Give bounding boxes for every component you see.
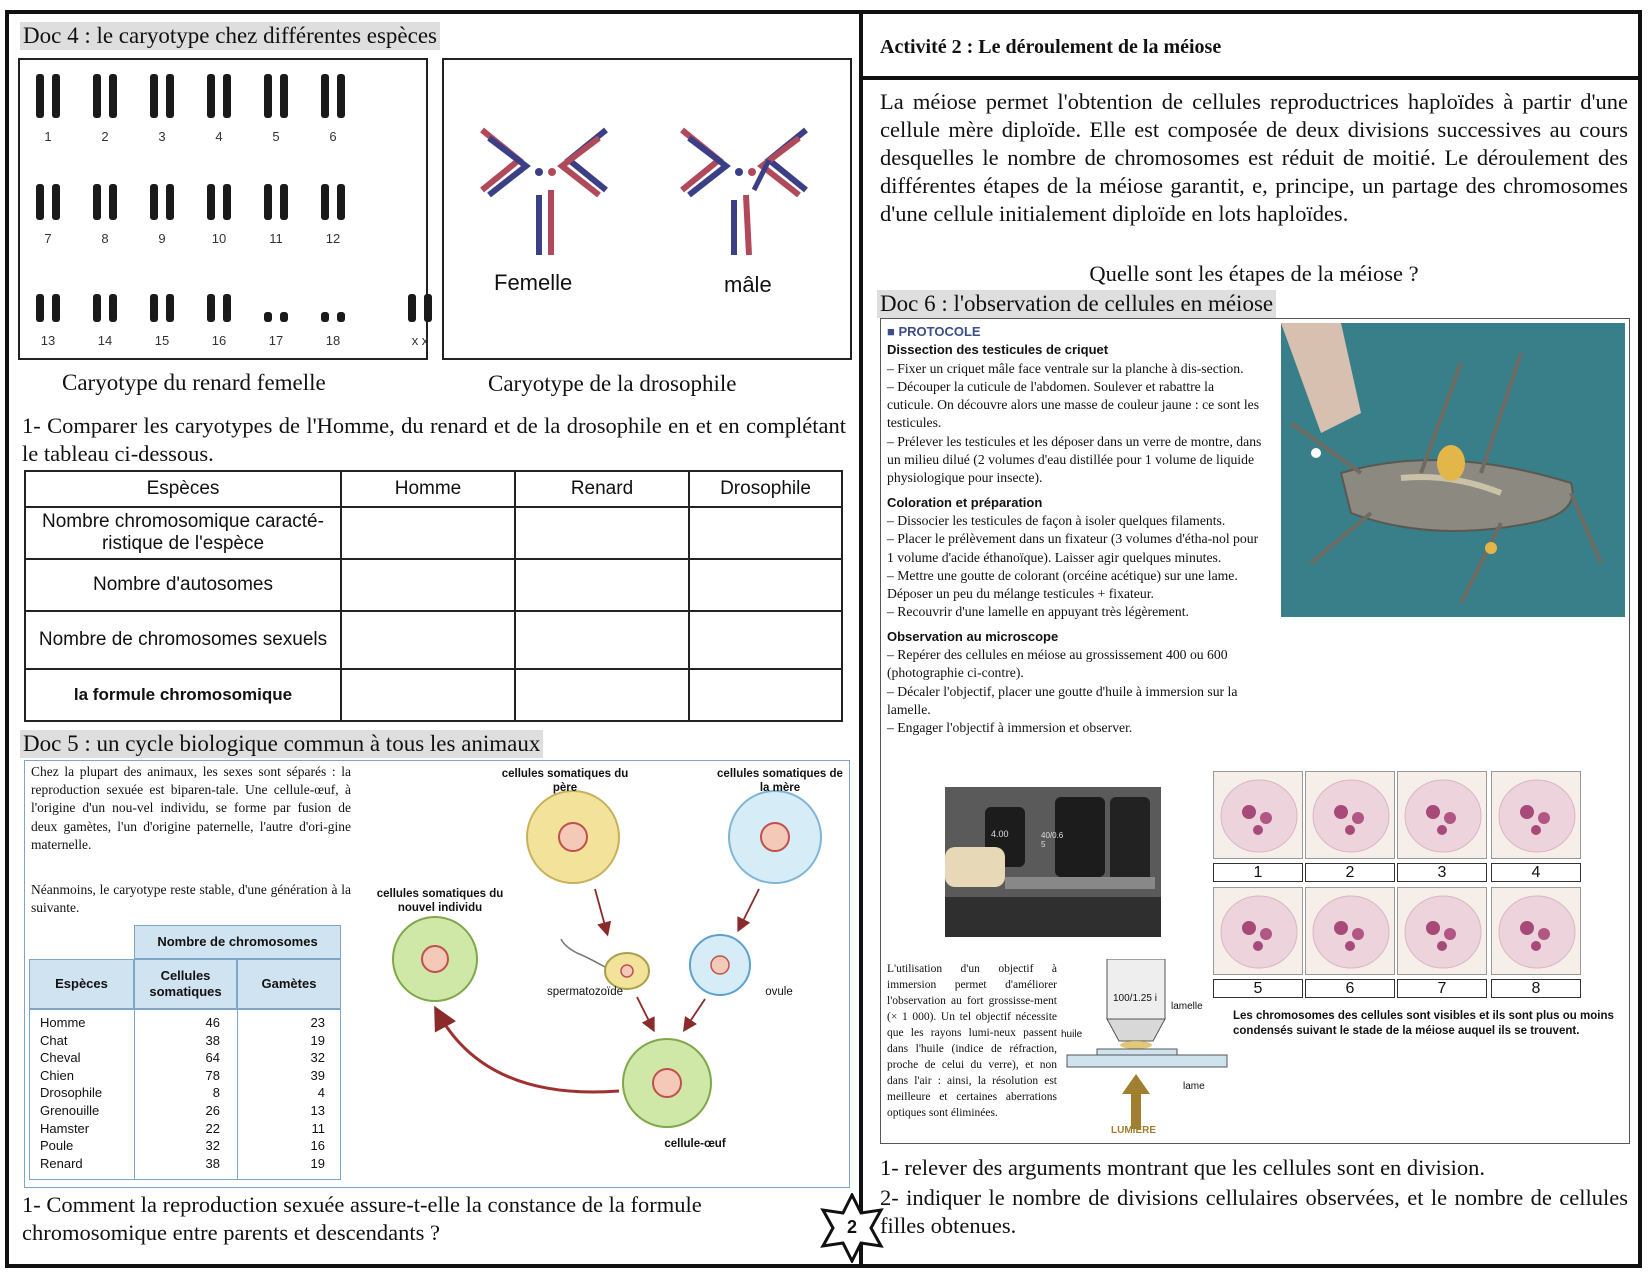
chromosome-pair	[254, 172, 298, 246]
pair-number-label: 17	[268, 333, 284, 348]
species-name: Poule	[40, 1138, 74, 1154]
chromosome-pair	[254, 70, 298, 144]
drosophila-caption: Caryotype de la drosophile	[488, 371, 737, 396]
drosophila-karyotype-figure	[442, 58, 852, 360]
chromosome-pair	[140, 172, 184, 246]
chromatid	[166, 184, 174, 220]
pair-number-label: 9	[158, 231, 166, 246]
gamete-count: 11	[311, 1120, 325, 1136]
doc5-figure	[24, 760, 850, 1188]
species-name: Chien	[40, 1067, 74, 1083]
pair-number-label: 18	[325, 333, 341, 348]
header-species: Espèces	[29, 959, 134, 1009]
header-somatic: Cellules somatiques	[134, 959, 237, 1009]
immersion-objective-diagram	[1057, 959, 1237, 1141]
somatic-count: 8	[212, 1085, 220, 1101]
cell-empty[interactable]	[689, 559, 842, 611]
doc5-text2: Néanmoins, le caryotype reste stable, d'une génération à la suivante.	[31, 882, 351, 916]
cell-number-label: 2	[1305, 863, 1395, 882]
header-gametes: Gamètes	[237, 959, 341, 1009]
species-name: Cheval	[40, 1050, 81, 1066]
chromosome-pair	[83, 274, 127, 348]
somatic-count: 38	[205, 1032, 220, 1048]
page-number: 2	[846, 1217, 857, 1237]
species-name: Grenouille	[40, 1103, 100, 1118]
chromatid	[109, 294, 117, 322]
pair-number-label: 1	[44, 129, 52, 144]
protocol-section-3	[887, 646, 1263, 737]
pair-number-label: 4	[215, 129, 223, 144]
cell-empty[interactable]	[689, 507, 842, 559]
somatic-count: 32	[205, 1138, 220, 1154]
drosophila-chromosomes-svg	[444, 60, 850, 358]
cell-drawing	[1492, 888, 1581, 975]
label-ovule: ovule	[765, 986, 793, 998]
cell-number-label: 5	[1213, 979, 1303, 998]
doc5-text: Chez la plupart des animaux, les sexes sont séparés : la reproduction sexuée est biparen-tale. Une cellule-œuf, à l'origine d'un nou-vel individu, se forme par fusion de deux gamètes, l'un d'origine paternelle, l'autre d'ori-gine maternelle.	[31, 764, 351, 852]
chromatid	[321, 184, 329, 220]
pair-number-label: 16	[211, 333, 227, 348]
species-name: Chat	[40, 1032, 68, 1048]
meiosis-question: Quelle sont les étapes de la méiose ?	[1089, 261, 1419, 286]
chromatid	[264, 74, 272, 118]
chromosome-glyph	[26, 70, 70, 120]
chromatid	[36, 74, 44, 118]
gamete-count: 32	[310, 1050, 325, 1066]
question-reproduction: 1- Comment la reproduction sexuée assure-t-elle la constance de la formule chromosomique entre parents et descendants ?	[22, 1192, 702, 1245]
objective-label-2: 40/0.65	[1041, 831, 1064, 849]
somatic-count: 22	[205, 1120, 220, 1136]
cricket-dissection-photo	[1281, 323, 1625, 617]
pair-number-label: 14	[97, 333, 113, 348]
row-autosomes: Nombre d'autosomes	[25, 559, 341, 611]
chromatid	[109, 184, 117, 220]
protocol-section-3-title: Observation au microscope	[887, 628, 1059, 644]
pair-number-label: x x	[411, 333, 429, 348]
somatic-count: 78	[205, 1067, 220, 1083]
fox-caption: Caryotype du renard femelle	[62, 370, 326, 395]
chromatid	[207, 184, 215, 220]
chromatid	[52, 74, 60, 118]
chromosome-count-table	[29, 925, 342, 1180]
male-label: mâle	[724, 272, 772, 297]
header-human: Homme	[341, 471, 515, 507]
chromatid	[109, 74, 117, 118]
chromatid	[264, 184, 272, 220]
cells-caption: Les chromosomes des cellules sont visibles et ils sont plus ou moins condensés suivant le stade de la méiose auquel ils se trouvent.	[1233, 1010, 1614, 1037]
doc6-figure	[880, 318, 1630, 1144]
protocol-text	[887, 323, 1263, 738]
activity-title: Activité 2 : Le déroulement de la méiose	[880, 36, 1222, 58]
chromatid	[166, 74, 174, 118]
protocol-heading: ■ PROTOCOLE	[887, 324, 981, 339]
male-chromosomes	[682, 130, 806, 255]
gamete-count: 16	[310, 1138, 325, 1154]
chromosome-table-body	[29, 1009, 341, 1180]
gamete-count: 39	[310, 1067, 325, 1083]
cell-drawing	[1492, 772, 1581, 859]
chromosome-pair	[26, 172, 70, 246]
cell-number-label: 3	[1397, 863, 1487, 882]
pair-number-label: 5	[272, 129, 280, 144]
cell-empty[interactable]	[515, 611, 689, 669]
cell-drawing	[1398, 888, 1487, 975]
chromosome-pair	[83, 70, 127, 144]
question-compare-karyotypes: 1- Comparer les caryotypes de l'Homme, du renard et de la drosophile en et en complétant le tableau ci-dessous.	[22, 413, 846, 466]
light-label: LUMIÈRE	[1111, 1125, 1156, 1136]
cell-number-label: 6	[1305, 979, 1395, 998]
meiosis-cell-photo	[1397, 771, 1487, 859]
chromatid	[424, 294, 432, 322]
meiosis-cell-photo	[1305, 887, 1395, 975]
gamete-count: 23	[310, 1015, 325, 1030]
gamete-count: 4	[317, 1085, 325, 1101]
somatic-count: 38	[205, 1155, 220, 1171]
chromatid	[93, 184, 101, 220]
chromosome-pair	[197, 172, 241, 246]
chromosome-pair	[83, 172, 127, 246]
chromatid	[337, 74, 345, 118]
gamete-count: 19	[310, 1155, 325, 1171]
chromosome-glyph	[254, 70, 298, 120]
protocol-heading-text: PROTOCOLE	[898, 324, 981, 339]
meiosis-intro: La méiose permet l'obtention de cellules reproductrices haploïdes à partir d'une cellule mère diploïde. Elle est composée de deux divisions successives au cours desquelles le nombre de chromosomes est réduit de moitié. Le déroulement des différentes étapes de la méiose garantit, e, principe, un partage des chromosomes d'une cellule initialement diploïde en lots haploïdes.	[880, 89, 1628, 226]
chromosome-glyph	[197, 70, 241, 120]
gamete-count: 19	[310, 1032, 325, 1048]
chromosome-glyph	[254, 274, 298, 324]
row-chromosome-number: Nombre chromosomique caracté-ristique de l'espèce	[25, 507, 341, 559]
karyotype-comparison-table	[24, 470, 843, 722]
chromatid	[36, 294, 44, 322]
chromosome-glyph	[83, 70, 127, 120]
chromatid	[280, 74, 288, 118]
chromosome-pair	[398, 274, 442, 348]
protocol-section-1	[887, 360, 1263, 488]
chromosome-glyph	[140, 70, 184, 120]
pair-number-label: 13	[40, 333, 56, 348]
chromatid	[207, 74, 215, 118]
label-new-individual: cellules somatiques du nouvel individu	[376, 888, 504, 914]
chromosome-pair	[140, 70, 184, 144]
question-divisions-count: 2- indiquer le nombre de divisions cellulaires observées, et le nombre de cellules filles obtenues.	[880, 1185, 1628, 1238]
cell-empty[interactable]	[341, 669, 515, 721]
chromosome-glyph	[83, 274, 127, 324]
header-chromosome-number: Nombre de chromosomes	[134, 925, 341, 959]
chromatid	[150, 294, 158, 322]
chromosome-glyph	[197, 274, 241, 324]
female-chromosomes	[482, 130, 606, 255]
cell-drawing	[1214, 772, 1303, 859]
cell-empty[interactable]	[341, 611, 515, 669]
question-division-arguments: 1- relever des arguments montrant que les cellules sont en division.	[880, 1155, 1486, 1180]
chromatid	[264, 312, 272, 322]
lens-label: 100/1.25 i	[1113, 993, 1157, 1004]
immersion-text: L'utilisation d'un objectif à immersion permet d'améliorer l'observation au fort grossisse-ment (× 1 000). Un tel objectif nécessite que les rayons lumi-neux passent dans l'huile (indice de réfraction, proche de celui du verre), et non dans l'air : ainsi, la résolution est meilleure et certaines aberrations optiques sont éliminées.	[887, 963, 1057, 1119]
row-sex-chromosomes: Nombre de chromosomes sexuels	[25, 611, 341, 669]
protocol-line: – Fixer un criquet mâle face ventrale sur la planche à dis-section.	[887, 360, 1244, 376]
chromatid	[321, 74, 329, 118]
doc4-title: Doc 4 : le caryotype chez différentes espèces	[20, 22, 440, 50]
pair-number-label: 10	[211, 231, 227, 246]
chromosome-glyph	[398, 274, 442, 324]
label-mother-cells: cellules somatiques de la mère	[717, 768, 843, 794]
cell-drawing	[1306, 888, 1395, 975]
column-divider	[859, 10, 863, 1268]
pair-number-label: 6	[329, 129, 337, 144]
female-label: Femelle	[494, 270, 573, 295]
chromatid	[337, 312, 345, 322]
cell-number-label: 4	[1491, 863, 1581, 882]
chromosome-glyph	[311, 274, 355, 324]
fox-karyotype-figure	[18, 58, 428, 360]
cell-empty[interactable]	[515, 507, 689, 559]
cell-empty[interactable]	[689, 669, 842, 721]
chromatid	[93, 294, 101, 322]
lamelle-label: lamelle	[1171, 1001, 1203, 1012]
chromatid	[166, 294, 174, 322]
cell-drawing	[1214, 888, 1303, 975]
protocol-line: – Recouvrir d'une lamelle en appuyant très légèrement.	[887, 604, 1189, 620]
somatic-count: 46	[205, 1015, 220, 1030]
chromatid	[223, 294, 231, 322]
chromosome-pair	[254, 274, 298, 348]
chromosome-pair	[311, 172, 355, 246]
header-fox: Renard	[515, 471, 689, 507]
protocol-line: – Découper la cuticule de l'abdomen. Soulever et rabattre la cuticule. On découvre alors une masse de couleur jaune : ce sont les testicules.	[887, 378, 1260, 431]
chromosome-glyph	[311, 172, 355, 222]
protocol-line: – Engager l'objectif à immersion et observer.	[887, 720, 1133, 736]
header-species: Espèces	[25, 471, 341, 507]
gamete-count: 13	[310, 1103, 325, 1118]
species-name: Drosophile	[40, 1085, 103, 1101]
chromosome-glyph	[83, 172, 127, 222]
row-formula: la formule chromosomique	[25, 669, 341, 721]
chromosome-glyph	[140, 172, 184, 222]
protocol-line: – Décaler l'objectif, placer une goutte d'huile à immersion sur la lamelle.	[887, 683, 1238, 717]
chromosome-pair	[311, 274, 355, 348]
chromatid	[52, 294, 60, 322]
meiosis-cell-photo	[1305, 771, 1395, 859]
meiosis-cell-photo	[1491, 887, 1581, 975]
meiosis-cell-photo	[1491, 771, 1581, 859]
species-name: Renard	[40, 1155, 83, 1171]
chromosome-pair	[197, 274, 241, 348]
chromosome-glyph	[26, 274, 70, 324]
protocol-line: – Prélever les testicules et les déposer dans un verre de montre, dans un milieu dilué (2 volumes d'eau distillée pour 1 volume de liquide physiologique pour insecte).	[887, 433, 1262, 486]
label-father-cells: cellules somatiques du père	[501, 768, 629, 794]
life-cycle-diagram	[355, 761, 849, 1187]
protocol-line: – Dissocier les testicules de façon à isoler quelques filaments.	[887, 512, 1226, 528]
chromatid	[280, 312, 288, 322]
cell-empty[interactable]	[515, 669, 689, 721]
cell-number-label: 8	[1491, 979, 1581, 998]
chromatid	[52, 184, 60, 220]
chromatid	[280, 184, 288, 220]
header-drosophila: Drosophile	[689, 471, 842, 507]
chromosome-pair	[26, 70, 70, 144]
chromosome-glyph	[254, 172, 298, 222]
chromosome-glyph	[197, 172, 241, 222]
chromosome-pair	[197, 70, 241, 144]
label-egg-cell: cellule-œuf	[664, 1138, 726, 1150]
species-name: Homme	[40, 1015, 86, 1030]
doc6-title: Doc 6 : l'observation de cellules en méiose	[877, 290, 1276, 318]
chromatid	[408, 294, 416, 322]
title-separator	[863, 76, 1642, 80]
chromatid	[321, 312, 329, 322]
chromosome-glyph	[26, 172, 70, 222]
microscope-photo	[945, 787, 1161, 937]
pair-number-label: 8	[101, 231, 109, 246]
protocol-line: – Repérer des cellules en méiose au grossissement 400 ou 600 (photographie ci-contre).	[887, 647, 1228, 681]
label-sperm: spermatozoïde	[546, 986, 624, 998]
oil-label: huile	[1061, 1029, 1083, 1040]
cell-empty[interactable]	[341, 507, 515, 559]
chromatid	[36, 184, 44, 220]
pair-number-label: 15	[154, 333, 170, 348]
objective-label-1: 4.00	[991, 829, 1009, 839]
meiosis-cell-photo	[1397, 887, 1487, 975]
pair-number-label: 11	[269, 231, 283, 246]
somatic-count: 64	[205, 1050, 220, 1066]
protocol-section-2-title: Coloration et préparation	[887, 494, 1043, 510]
pair-number-label: 12	[325, 231, 341, 246]
chromosome-pair	[26, 274, 70, 348]
chromatid	[93, 74, 101, 118]
meiosis-cell-photo	[1213, 771, 1303, 859]
chromatid	[223, 74, 231, 118]
protocol-section-1-title: Dissection des testicules de criquet	[887, 342, 1109, 358]
chromatid	[207, 294, 215, 322]
pair-number-label: 7	[44, 231, 52, 246]
chromosome-pair	[311, 70, 355, 144]
cell-empty[interactable]	[689, 611, 842, 669]
protocol-section-2	[887, 512, 1263, 622]
cell-drawing	[1398, 772, 1487, 859]
chromosome-pair	[140, 274, 184, 348]
cell-empty[interactable]	[341, 559, 515, 611]
cell-empty[interactable]	[515, 559, 689, 611]
chromatid	[150, 184, 158, 220]
cell-drawing	[1306, 772, 1395, 859]
cell-number-label: 1	[1213, 863, 1303, 882]
species-name: Hamster	[40, 1120, 90, 1136]
somatic-count: 26	[205, 1103, 220, 1118]
cell-number-label: 7	[1397, 979, 1487, 998]
slide-label: lame	[1183, 1081, 1205, 1092]
chromosome-glyph	[140, 274, 184, 324]
meiosis-cell-photo	[1213, 887, 1303, 975]
chromatid	[150, 74, 158, 118]
chromatid	[337, 184, 345, 220]
pair-number-label: 3	[158, 129, 166, 144]
protocol-line: – Mettre une goutte de colorant (orcéine acétique) sur une lame. Déposer un peu du mélange testicules + fixateur.	[887, 567, 1238, 602]
protocol-line: – Placer le prélèvement dans un fixateur (3 volumes d'étha-nol pour 1 volume d'acide éthanoïque). Laisser agir quelques minutes.	[887, 531, 1259, 565]
doc5-title: Doc 5 : un cycle biologique commun à tous les animaux	[20, 730, 543, 758]
chromosome-glyph	[311, 70, 355, 120]
pair-number-label: 2	[101, 129, 109, 144]
chromatid	[223, 184, 231, 220]
